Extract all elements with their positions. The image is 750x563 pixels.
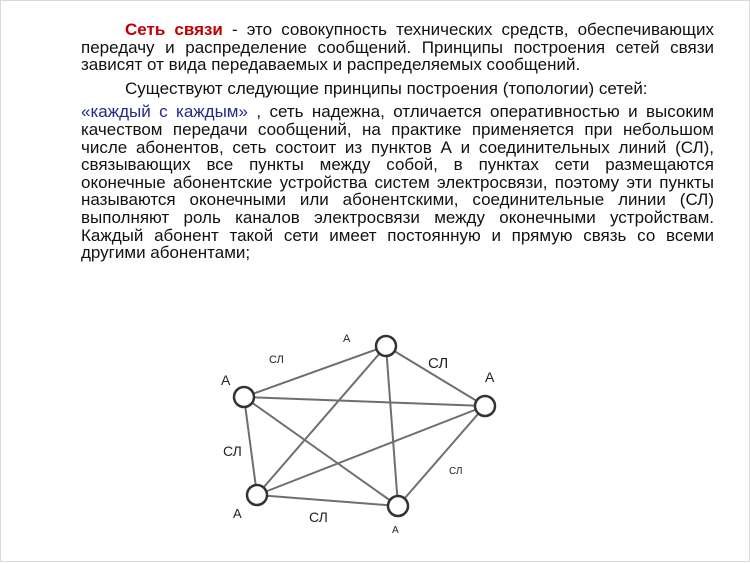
label-node-left: А <box>221 372 231 388</box>
mesh-description-paragraph <box>81 103 714 261</box>
line-left-right <box>244 397 485 406</box>
mesh-description-text: , сеть надежна, отличается оперативностью и высоким качеством передачи сообщений, на практике применяется при небольшом числе абонентов, сеть состоит из пунктов А и соединительных линий (СЛ), связывающих все пункты между собой, в пунктах сети размещаются оконечные абонентские устройства систем электросвязи, поэтому эти пункты называются оконечными или абонентскими, соединительные линии (СЛ) выполняют роль каналов электросвязи между оконечными устройствам. Каждый абонент такой сети имеет постоянную и прямую связь со всеми другими абонентами; <box>81 102 715 263</box>
line-left-bottomleft <box>244 397 257 495</box>
nodes <box>234 336 495 516</box>
line-top-right <box>386 346 485 406</box>
label-line-left: СЛ <box>223 443 242 459</box>
text-block <box>81 21 714 262</box>
label-line-top-right: СЛ <box>428 355 449 372</box>
definition-paragraph <box>81 21 714 74</box>
diagram-labels <box>221 333 495 536</box>
label-line-right: СЛ <box>449 466 463 477</box>
label-node-bottom-left: А <box>233 506 242 521</box>
label-node-bottom-right: А <box>392 525 399 536</box>
line-top-left <box>244 346 386 397</box>
line-bottomleft-bottomright <box>257 495 398 506</box>
node-right <box>475 396 495 416</box>
node-top <box>376 336 396 356</box>
label-line-bottom: СЛ <box>309 509 328 525</box>
label-line-top-left: СЛ <box>269 354 284 366</box>
line-top-bottomleft <box>257 346 386 495</box>
label-node-right: А <box>485 369 495 385</box>
topology-intro-paragraph: Существуют следующие принципы построения (топологии) сетей: <box>125 78 648 98</box>
label-node-top: А <box>343 333 351 345</box>
mesh-term: «каждый с каждым» <box>81 102 248 122</box>
line-left-bottomright <box>244 397 398 506</box>
term-network: Сеть связи <box>125 20 223 39</box>
node-bottom-left <box>247 485 267 505</box>
definition-text: - это совокупность технических средств, обеспечивающих передачу и распределение сообщений. Принципы построения сетей связи зависят от вида передаваемых и распределяемых сообщений. <box>81 20 714 75</box>
connection-lines <box>244 346 485 506</box>
line-right-bottomright <box>398 406 485 506</box>
node-left <box>234 387 254 407</box>
node-bottom-right <box>388 496 408 516</box>
line-right-bottomleft <box>257 406 485 495</box>
line-top-bottomright <box>386 346 398 506</box>
